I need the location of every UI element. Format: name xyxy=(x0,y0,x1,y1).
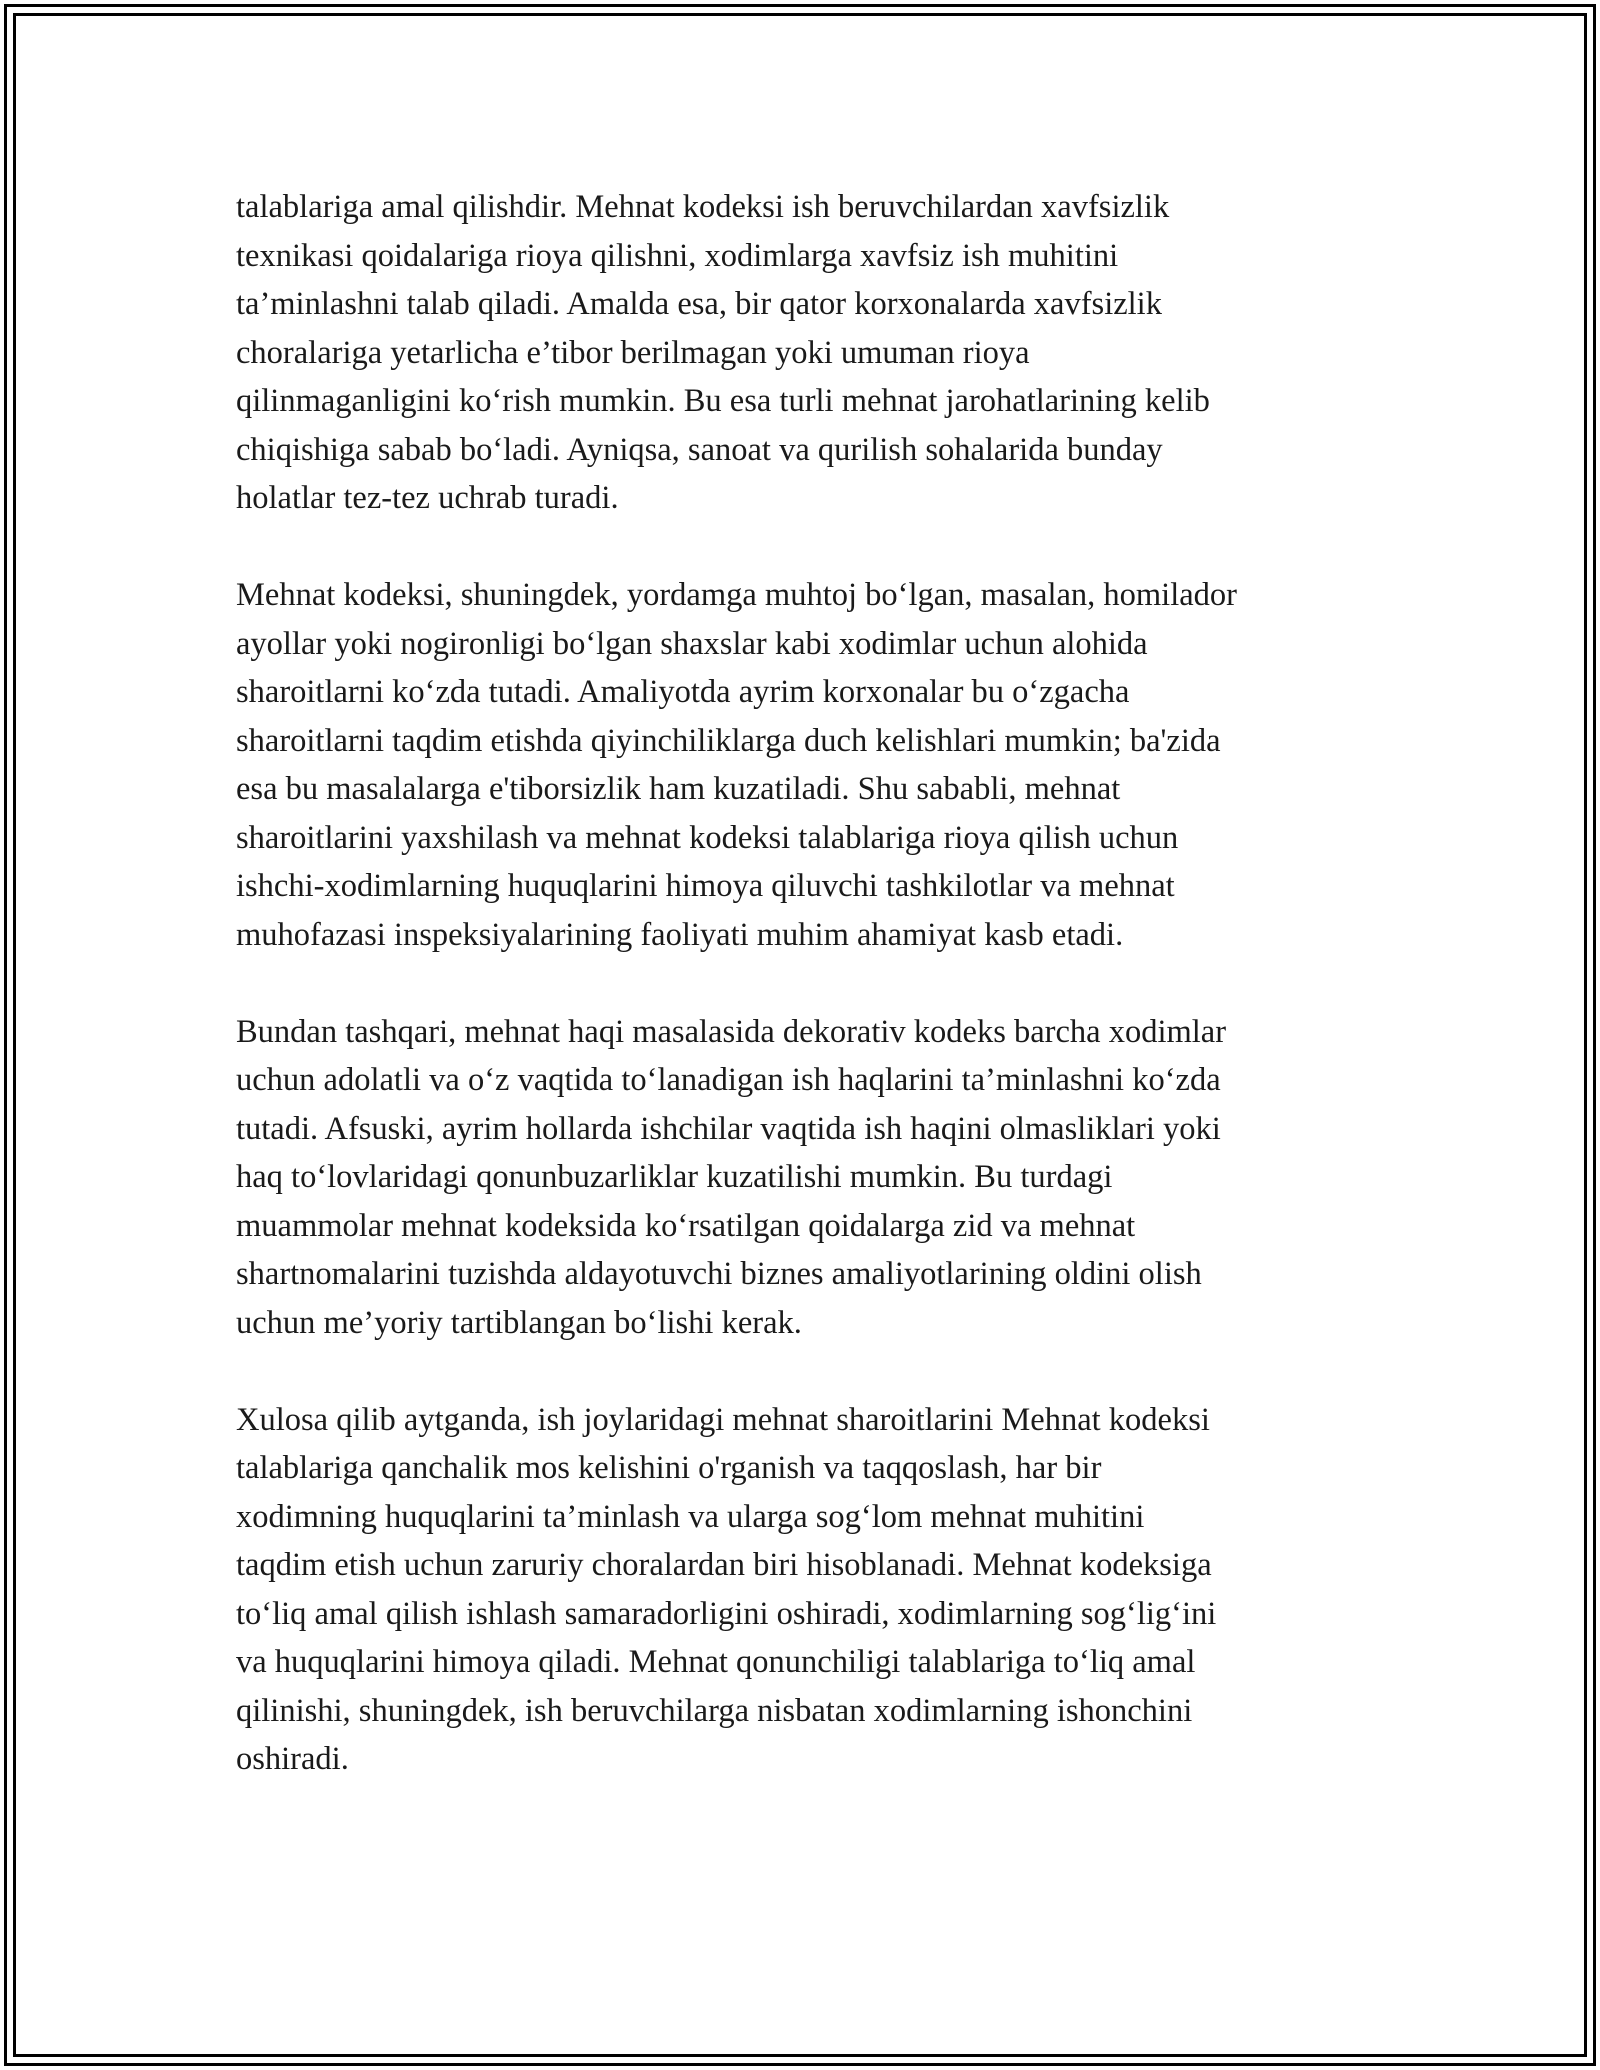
paragraph-1 xyxy=(236,183,1386,523)
text-line: talablariga qanchalik mos kelishini o'rganish va taqqoslash, har bir xyxy=(236,1450,1102,1486)
text-line: qilinmaganligini ko‘rish mumkin. Bu esa turli mehnat jarohatlarining kelib xyxy=(236,383,1210,419)
text-line: sharoitlarni ko‘zda tutadi. Amaliyotda ayrim korxonalar bu o‘zgacha xyxy=(236,674,1130,710)
text-line: ayollar yoki nogironligi bo‘lgan shaxslar kabi xodimlar uchun alohida xyxy=(236,625,1148,662)
text-line: ishchi-xodimlarning huquqlarini himoya qiluvchi tashkilotlar va mehnat xyxy=(236,868,1175,904)
paragraph-4 xyxy=(236,1396,1386,1784)
text-line: ta’minlashni talab qiladi. Amalda esa, bir qator korxonalarda xavfsizlik xyxy=(236,286,1162,322)
text-line: to‘liq amal qilish ishlash samaradorligini oshiradi, xodimlarning sog‘lig‘ini xyxy=(236,1595,1217,1632)
text-line: Mehnat kodeksi, shuningdek, yordamga muhtoj bo‘lgan, masalan, homilador xyxy=(236,577,1237,613)
text-line: sharoitlarni taqdim etishda qiyinchiliklarga duch kelishlari mumkin; ba'zida xyxy=(236,722,1221,759)
text-line: sharoitlarini yaxshilash va mehnat kodeksi talablariga rioya qilish uchun xyxy=(236,819,1179,856)
text-line: talablariga amal qilishdir. Mehnat kodeksi ish beruvchilardan xavfsizlik xyxy=(236,189,1170,225)
text-line: uchun me’yoriy tartiblangan bo‘lishi kerak. xyxy=(236,1304,802,1341)
text-line: tutadi. Afsuski, ayrim hollarda ishchilar vaqtida ish haqini olmasliklari yoki xyxy=(236,1110,1221,1147)
text-line: xodimning huquqlarini ta’minlash va ularga sog‘lom mehnat muhitini xyxy=(236,1498,1145,1535)
text-line: qilinishi, shuningdek, ish beruvchilarga nisbatan xodimlarning ishonchini xyxy=(236,1692,1193,1729)
text-line: holatlar tez-tez uchrab turadi. xyxy=(236,480,619,516)
text-line: muammolar mehnat kodeksida ko‘rsatilgan qoidalarga zid va mehnat xyxy=(236,1207,1136,1244)
text-line: choralariga yetarlicha e’tibor berilmagan yoki umuman rioya xyxy=(236,334,1030,371)
text-line: muhofazasi inspeksiyalarining faoliyati muhim ahamiyat kasb etadi. xyxy=(236,916,1124,953)
text-line: oshiradi. xyxy=(236,1741,349,1777)
document-body xyxy=(236,183,1386,1832)
text-line: taqdim etish uchun zaruriy choralardan biri hisoblanadi. Mehnat kodeksiga xyxy=(236,1547,1212,1583)
paragraph-3 xyxy=(236,1008,1386,1348)
text-line: haq to‘lovlaridagi qonunbuzarliklar kuzatilishi mumkin. Bu turdagi xyxy=(236,1159,1113,1195)
text-line: chiqishiga sabab bo‘ladi. Ayniqsa, sanoat va qurilish sohalarida bunday xyxy=(236,431,1163,468)
text-line: Xulosa qilib aytganda, ish joylaridagi mehnat sharoitlarini Mehnat kodeksi xyxy=(236,1401,1210,1438)
paragraph-2 xyxy=(236,571,1386,959)
text-line: va huquqlarini himoya qiladi. Mehnat qonunchiligi talablariga to‘liq amal xyxy=(236,1644,1196,1680)
text-line: uchun adolatli va o‘z vaqtida to‘lanadigan ish haqlarini ta’minlashni ko‘zda xyxy=(236,1062,1221,1098)
text-line: esa bu masalalarga e'tiborsizlik ham kuzatiladi. Shu sababli, mehnat xyxy=(236,771,1121,807)
text-line: Bundan tashqari, mehnat haqi masalasida dekorativ kodeks barcha xodimlar xyxy=(236,1013,1227,1050)
text-line: texnikasi qoidalariga rioya qilishni, xodimlarga xavfsiz ish muhitini xyxy=(236,237,1119,274)
text-line: shartnomalarini tuzishda aldayotuvchi biznes amaliyotlarining oldini olish xyxy=(236,1256,1202,1292)
